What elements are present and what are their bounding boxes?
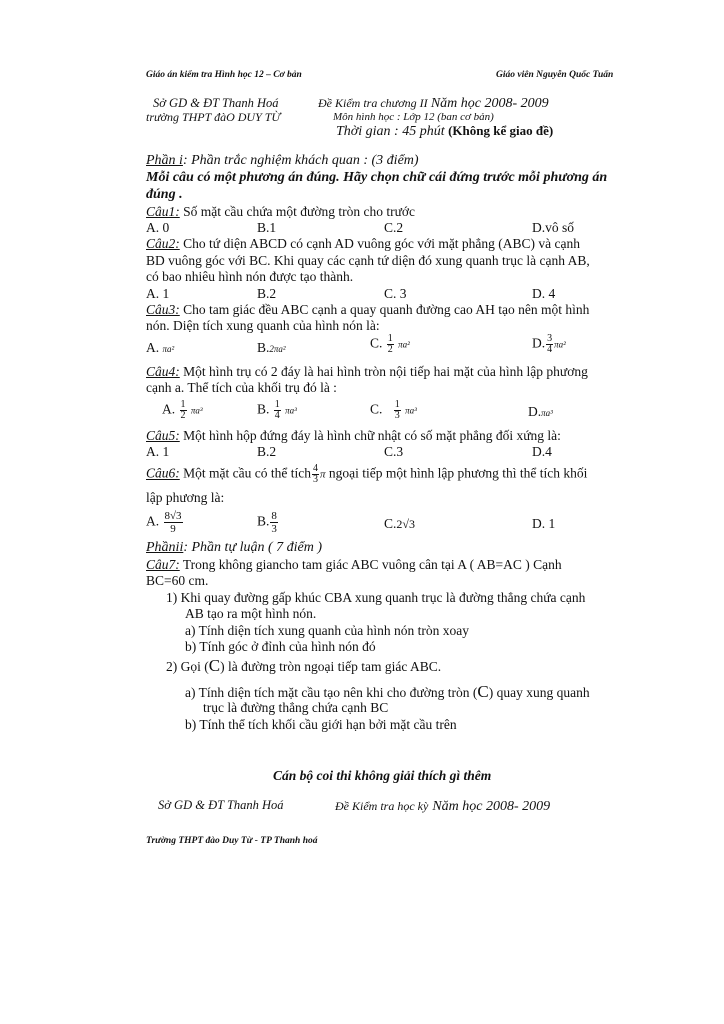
q6-option-b (257, 510, 279, 535)
q3-option-c (370, 334, 410, 355)
q6-fraction (312, 464, 319, 485)
part1-title (146, 153, 419, 169)
q4-option-b-value: πa³ (285, 405, 297, 416)
q4-option-c-value: πa³ (405, 405, 417, 416)
q3-d-den: 4 (547, 344, 553, 355)
q7-sub-1b: b) Tính góc ở đỉnh của hình nón đó (185, 639, 376, 654)
exam-title: Đề Kiểm tra chương II (318, 96, 428, 110)
q2-text-line-1 (146, 236, 580, 252)
q3-option-a-label: A. (146, 340, 160, 355)
q2-option-c: C. 3 (384, 286, 407, 301)
q7-sub-2a-circle: C (477, 682, 489, 701)
q6-option-a-label: A. (146, 513, 160, 529)
q1-text: Số mặt cầu chứa một đường tròn cho trước (183, 204, 416, 219)
q1-option-a: A. 0 (146, 220, 170, 235)
q3-option-b-value: 2πa² (269, 344, 286, 354)
q7-sub-1a: a) Tính diện tích xung quanh của hình nón tròn xoay (185, 623, 469, 638)
q6-pi: π (319, 468, 326, 481)
q7-sub-2a-post: ) quay xung quanh (488, 685, 590, 700)
q5-option-c: C.3 (384, 444, 404, 459)
q4-b-num: 1 (274, 399, 280, 410)
q1-option-c: C.2 (384, 220, 404, 235)
q6-text-post: ngoại tiếp một hình lập phương thì thể tích khối (328, 465, 588, 481)
q3-option-b (257, 340, 286, 356)
part2-title (146, 540, 322, 556)
q4-c-num: 1 (394, 399, 400, 410)
q2-text-line-2: BD vuông góc với BC. Khi quay các cạnh tứ diện đó xung quanh trục là cạnh AB, (146, 253, 590, 268)
q2-option-a: A. 1 (146, 286, 170, 301)
page-header-right: Giáo viên Nguyễn Quốc Tuấn (496, 70, 614, 80)
q4-text-line-1 (146, 364, 588, 380)
q6-option-c (384, 516, 415, 532)
q6-frac-num: 4 (312, 463, 318, 474)
part1-title-label: Phần i (146, 153, 183, 168)
q4-option-b-fraction (274, 400, 281, 421)
q4-a-num: 1 (180, 399, 186, 410)
page-header-left: Giáo án kiểm tra Hình học 12 – Cơ bản (146, 70, 302, 80)
page-footer: Trường THPT đào Duy Từ - TP Thanh hoá (146, 836, 318, 846)
invigilator-note: Cán bộ coi thi không giải thích gì thêm (273, 768, 492, 783)
q4-option-c-fraction (394, 400, 401, 421)
q5-text-line (146, 428, 561, 444)
q7-sub-2-circle: C (208, 656, 221, 675)
q7-sub-2-pre: 2) Gọi ( (166, 659, 209, 674)
q4-option-d-value: πa³ (541, 408, 553, 418)
q6-b-den: 3 (271, 523, 277, 535)
q6-option-b-fraction (270, 510, 278, 535)
q3-option-d-value: πa² (554, 339, 566, 350)
q1-text-line (146, 204, 415, 220)
q3-text-1: Cho tam giác đều ABC cạnh a quay quanh đường cao AH tạo nên một hình (183, 302, 590, 317)
q3-option-c-value: πa² (398, 339, 410, 350)
q7-sub-2b: b) Tính thể tích khối cầu giới hạn bởi mặt cầu trên (185, 717, 457, 732)
q4-label: Câu4: (146, 364, 180, 379)
second-school-year: Năm học 2008- 2009 (432, 799, 551, 814)
q2-label: Câu2: (146, 236, 180, 251)
q6-a-num: 8√3 (164, 510, 182, 522)
q7-sub-1: 1) Khi quay đường gấp khúc CBA xung quanh trục là đường thẳng chứa cạnh (166, 590, 586, 605)
q3-option-b-label: B. (257, 340, 270, 355)
q6-b-num: 8 (271, 510, 277, 522)
q6-option-b-label: B. (257, 513, 270, 529)
part1-title-rest: : Phần trắc nghiệm khách quan : (3 điểm) (182, 153, 419, 168)
q6-text-pre: Một mặt cầu có thể tích (183, 465, 311, 481)
q7-text-1: Trong không giancho tam giác ABC vuông cân tại A ( AB=AC ) Cạnh (182, 557, 562, 572)
q3-option-a (146, 340, 174, 356)
part2-title-label: Phầnii (146, 540, 184, 555)
q3-option-a-value: πa² (162, 344, 175, 354)
q5-option-a: A. 1 (146, 444, 170, 459)
q2-option-d: D. 4 (532, 286, 556, 301)
q7-sub-2a (185, 682, 590, 702)
q6-option-a-fraction (164, 510, 183, 535)
q3-option-d (532, 334, 566, 355)
q3-d-num: 3 (547, 333, 553, 344)
q1-option-b: B.1 (257, 220, 277, 235)
second-exam-title-line (335, 797, 550, 815)
part1-instruction-2: đúng . (146, 187, 183, 202)
q4-text-1: Một hình trụ có 2 đáy là hai hình tròn nội tiếp hai mặt của hình lập phương (183, 364, 588, 379)
second-exam-title: Đề Kiểm tra học kỳ (335, 799, 429, 813)
q6-text-line-2: lập phương là: (146, 490, 225, 505)
q4-a-den: 2 (180, 410, 186, 421)
q5-label: Câu5: (146, 428, 180, 443)
q3-option-d-label: D. (532, 335, 546, 351)
exam-title-line (318, 95, 549, 112)
second-dept-name: Sở GD & ĐT Thanh Hoá (158, 798, 284, 812)
school-year: Năm học 2008- 2009 (430, 96, 549, 111)
q4-option-a (162, 400, 203, 421)
q3-c-den: 2 (387, 344, 393, 355)
q4-option-d-label: D. (528, 404, 542, 419)
q7-sub-2 (166, 656, 441, 676)
q4-option-d (528, 404, 553, 420)
q5-option-d: D.4 (532, 444, 552, 459)
q4-option-a-value: πa³ (190, 405, 203, 416)
q1-option-d: D.vô số (532, 220, 575, 235)
part1-instruction-1: Mỗi câu có một phương án đúng. Hãy chọn chữ cái đứng trước mỗi phương án (146, 170, 608, 185)
q7-text-line-2: BC=60 cm. (146, 573, 209, 588)
q7-sub-2a-cont: trục là đường thẳng chứa cạnh BC (203, 700, 389, 715)
exam-time-line (336, 123, 553, 140)
q6-option-c-value: 2√3 (396, 517, 415, 531)
q5-text: Một hình hộp đứng đáy là hình chữ nhật có số mặt phẳng đối xứng là: (183, 428, 561, 443)
q4-option-a-fraction (180, 400, 187, 421)
q6-label: Câu6: (146, 465, 180, 481)
q2-text-line-3: có bao nhiêu hình nón được tạo thành. (146, 269, 354, 284)
q4-b-den: 4 (274, 410, 280, 421)
q3-c-num: 1 (387, 333, 393, 344)
q4-option-c-label: C. (370, 401, 383, 417)
q3-option-c-fraction (387, 334, 394, 355)
part2-title-rest: : Phần tự luận ( 7 điểm ) (183, 540, 323, 555)
q4-option-b (257, 400, 297, 421)
q7-label: Câu7: (146, 557, 180, 572)
q6-text-line-1 (146, 464, 587, 485)
q4-option-b-label: B. (257, 401, 270, 417)
q6-option-a (146, 510, 184, 535)
q7-sub-1-cont: AB tạo ra một hình nón. (185, 606, 317, 621)
q2-text-1: Cho tứ diện ABCD có cạnh AD vuông góc với mặt phẳng (ABC) và cạnh (183, 236, 581, 251)
exam-subject: Môn hình học : Lớp 12 (ban cơ bản) (333, 111, 494, 123)
exam-time-note: (Không kể giao đề) (448, 123, 554, 138)
q3-text-line-2: nón. Diện tích xung quanh của hình nón là: (146, 318, 380, 333)
q6-frac-den: 3 (312, 474, 318, 485)
q4-option-a-label: A. (162, 401, 176, 417)
q4-text-line-2: cạnh a. Thể tích của khối trụ đó là : (146, 380, 337, 395)
q7-sub-2a-pre: a) Tính diện tích mặt cầu tạo nên khi cho đường tròn ( (185, 685, 478, 700)
q7-sub-2-post: ) là đường tròn ngoại tiếp tam giác ABC. (220, 659, 442, 674)
exam-time: Thời gian : 45 phút (336, 124, 445, 139)
q2-option-b: B.2 (257, 286, 277, 301)
q6-option-c-label: C. (384, 516, 397, 531)
q1-label: Câu1: (146, 204, 180, 219)
q7-text-line-1 (146, 557, 562, 573)
q3-option-d-fraction (546, 334, 553, 355)
q6-a-den: 9 (170, 523, 176, 535)
q3-text-line-1 (146, 302, 589, 318)
dept-name: Sở GD & ĐT Thanh Hoá (153, 96, 279, 110)
q3-option-c-label: C. (370, 335, 383, 351)
q6-option-d: D. 1 (532, 516, 556, 531)
q3-label: Câu3: (146, 302, 180, 317)
q4-option-c (370, 400, 417, 421)
school-name: trường THPT đàO DUY TỪ (146, 110, 281, 124)
q4-c-den: 3 (394, 410, 400, 421)
q5-option-b: B.2 (257, 444, 277, 459)
